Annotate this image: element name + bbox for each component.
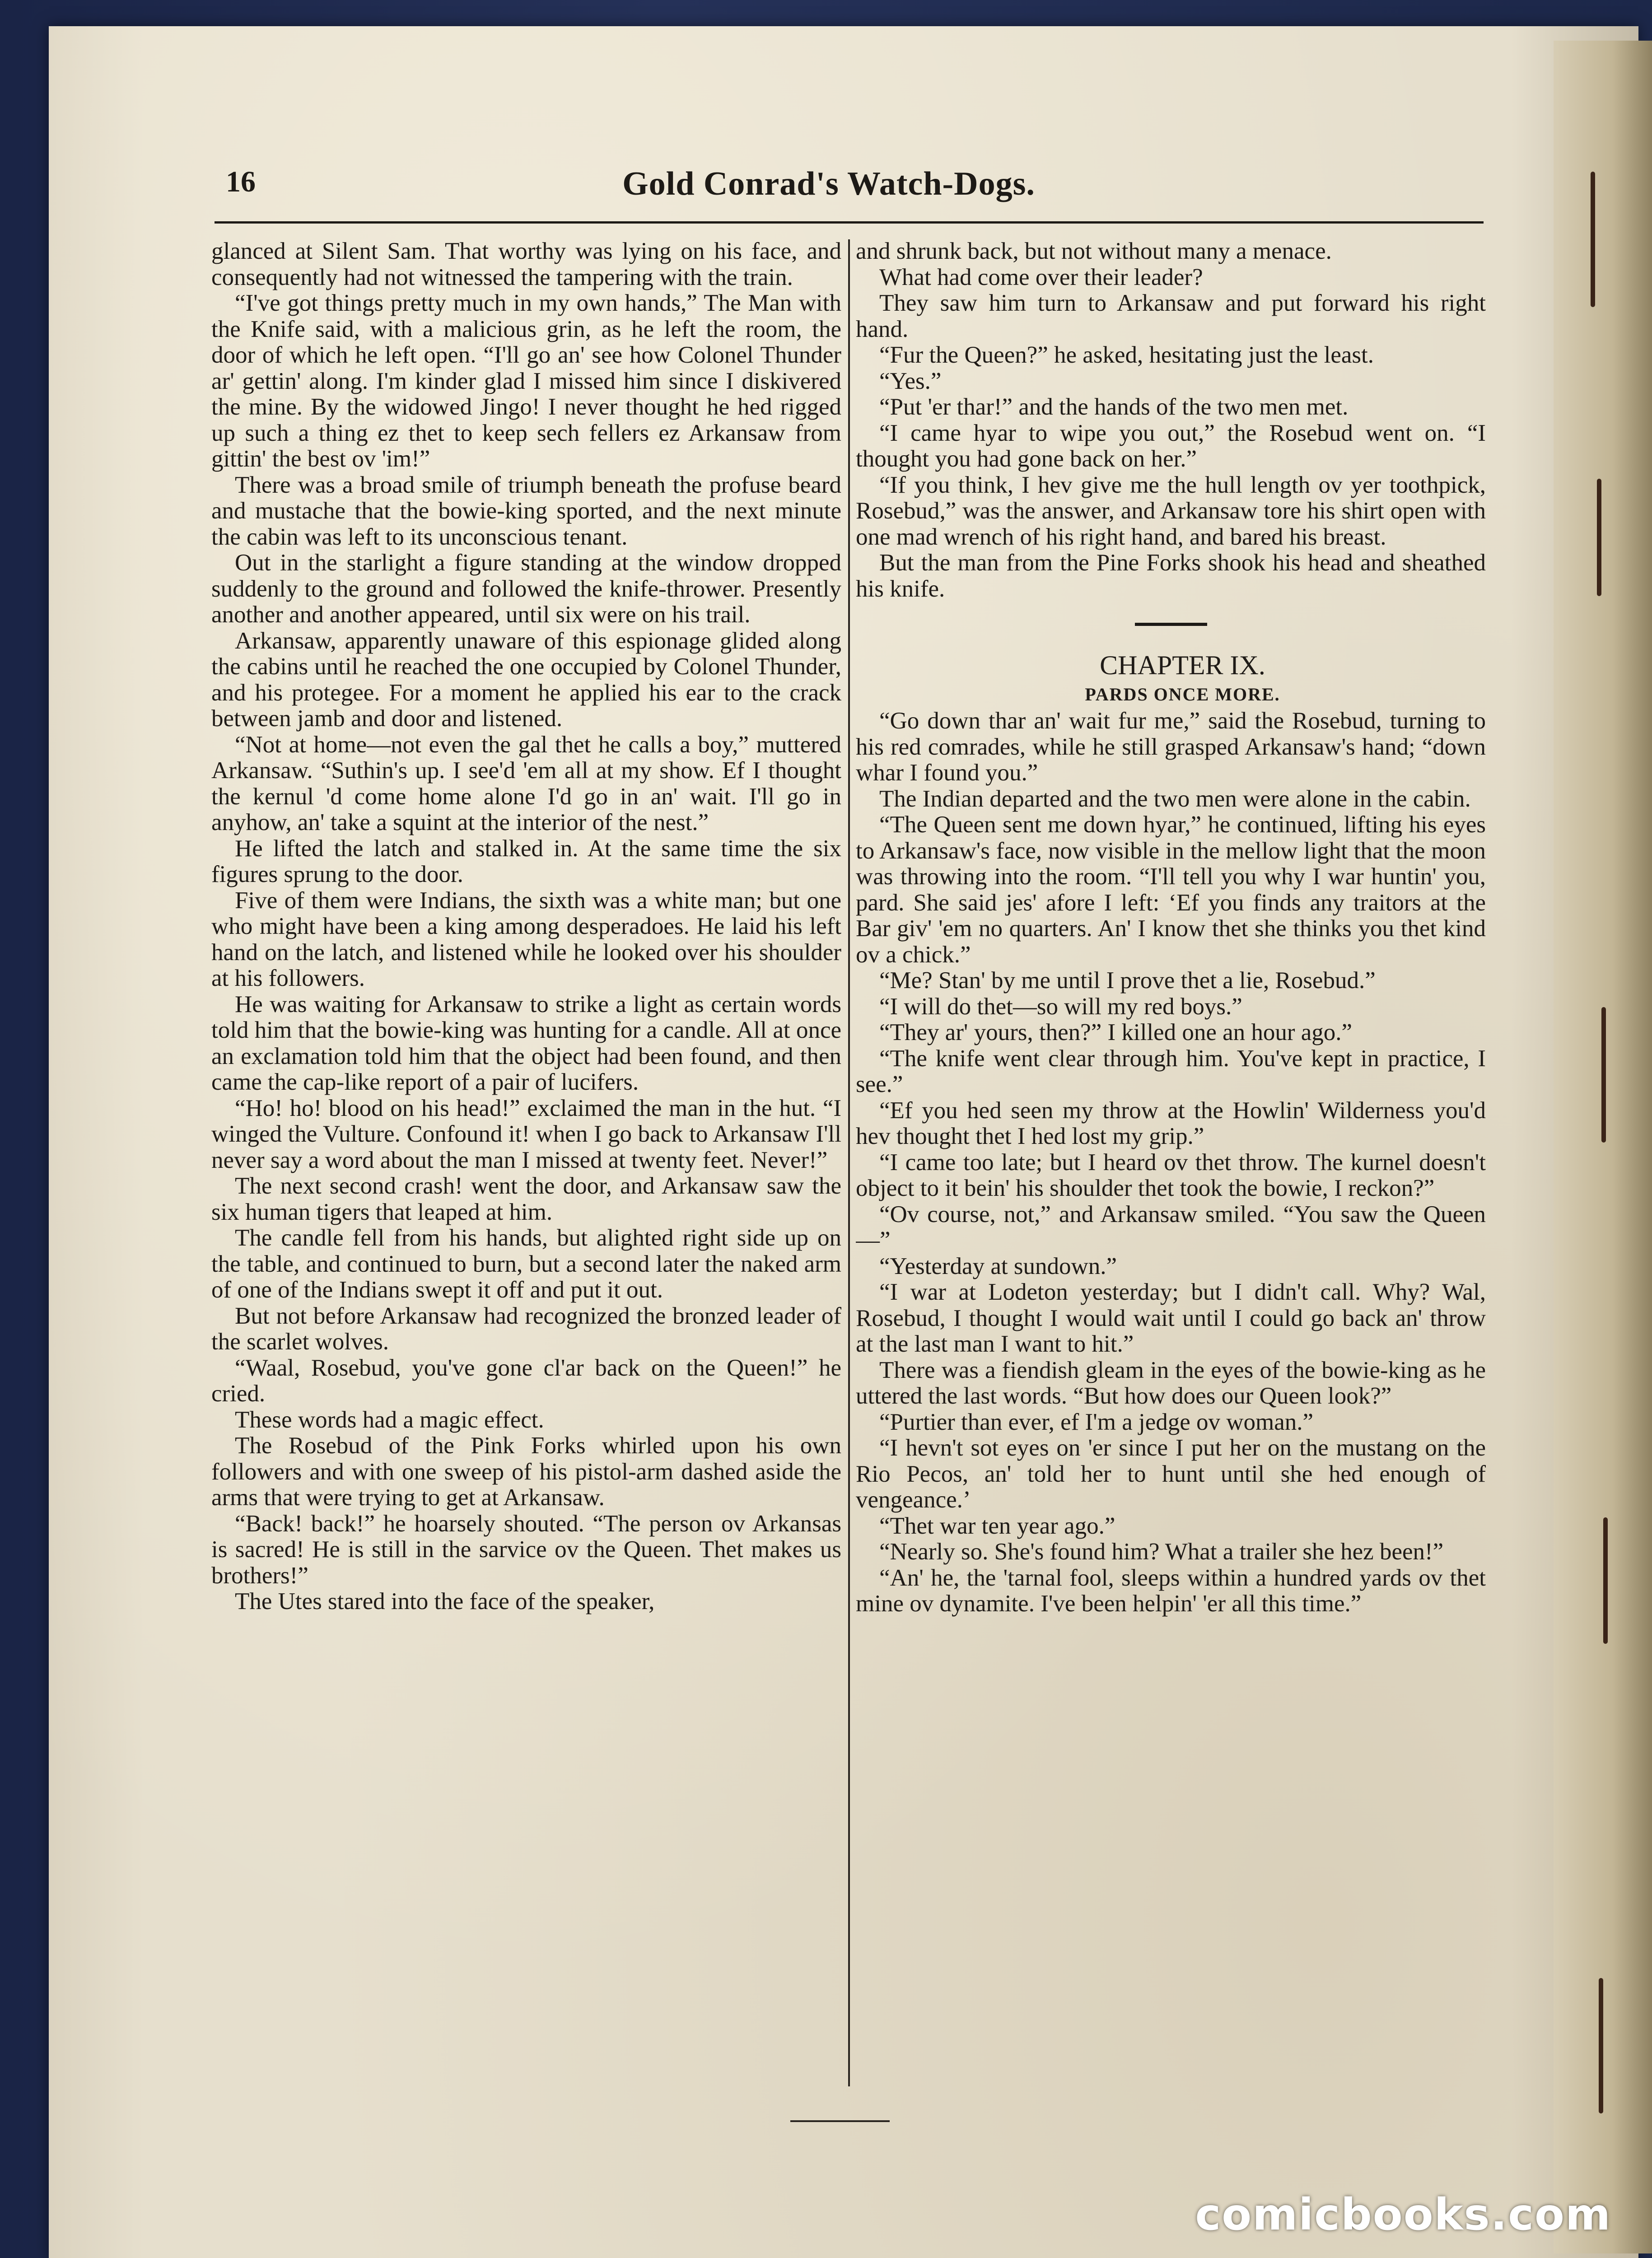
chapter-title: CHAPTER IX. — [1100, 650, 1265, 680]
paragraph: “The knife went clear through him. You've kept in practice, I see.” — [856, 1045, 1486, 1097]
paragraph: “Thet war ten year ago.” — [879, 1512, 1115, 1539]
paragraph: “I've got things pretty much in my own hands,” The Man with the Knife said, with a malicious grin, as he left the room, the door of which he left open. “I'll go an' see how Colonel Thunder ar' gettin' along. I'm kinder glad I missed him since I diskivered the mine. By the widowed Jingo! I never thought he hed rigged up such a thing ez thet to keep sech fellers ez Arkansaw from gittin' the best ov 'im!” — [211, 290, 841, 472]
paragraph: The next second crash! went the door, and Arkansaw saw the six human tigers that leaped at him. — [211, 1173, 841, 1225]
paragraph: “Fur the Queen?” he asked, hesitating just the least. — [879, 342, 1374, 368]
paragraph: “The Queen sent me down hyar,” he continued, lifting his eyes to Arkansaw's face, now visible in the mellow light that the moon was throwing into the room. “I'll tell you why I war huntin' you, pard. She said jes' afore I left: ‘Ef you finds any traitors at the Bar giv' 'em no quarters. An' I know thet she thinks you thet kind ov a chick.” — [856, 812, 1486, 968]
paragraph: glanced at Silent Sam. That worthy was lying on his face, and consequently had not witnessed the tampering with the train. — [211, 238, 841, 290]
paragraph: “Nearly so. She's found him? What a trailer she hez been!” — [879, 1539, 1444, 1565]
paragraph: The candle fell from his hands, but alighted right side up on the table, and continued to burn, but a second later the naked arm of one of the Indians swept it off and put it out. — [211, 1225, 841, 1303]
binding-stitch — [1603, 1517, 1608, 1644]
paragraph: “Me? Stan' by me until I prove thet a lie, Rosebud.” — [879, 967, 1376, 994]
paragraph: Out in the starlight a figure standing at the window dropped suddenly to the ground and followed the knife-thrower. Presently another and another appeared, until six were on his trail. — [211, 550, 841, 628]
paragraph: They saw him turn to Arkansaw and put forward his right hand. — [856, 290, 1486, 342]
page-spine-edge — [1554, 41, 1652, 2253]
column-divider — [848, 239, 850, 2086]
paragraph: There was a fiendish gleam in the eyes of the bowie-king as he uttered the last words. “But how does our Queen look?” — [856, 1357, 1486, 1409]
chapter-subtitle: PARDS ONCE MORE. — [1085, 684, 1280, 704]
paragraph: Five of them were Indians, the sixth was a white man; but one who might have been a king among desperadoes. He laid his left hand on the latch, and listened while he looked over his shoulder at his followers. — [211, 887, 841, 991]
paragraph: “Not at home—not even the gal thet he calls a boy,” muttered Arkansaw. “Suthin's up. I see'd 'em all at my show. Ef I thought the kernul 'd come home alone I'd go in an' wait. I'll go in anyhow, an' take a squint at the interior of the nest.” — [211, 731, 841, 835]
paragraph: “Yesterday at sundown.” — [879, 1253, 1117, 1279]
paragraph: “Purtier than ever, ef I'm a jedge ov woman.” — [879, 1409, 1314, 1435]
paragraph: “Ho! ho! blood on his head!” exclaimed the man in the hut. “I winged the Vulture. Confound it! when I go back to Arkansaw I'll never say a word about the man I missed at twenty feet. Never!” — [211, 1095, 841, 1173]
paragraph: “Go down thar an' wait fur me,” said the Rosebud, turning to his red comrades, while he still grasped Arkansaw's hand; “down whar I found you.” — [856, 708, 1486, 786]
binding-stitch — [1599, 1978, 1603, 2113]
left-column — [211, 238, 841, 2099]
paragraph: “I hevn't sot eyes on 'er since I put her on the mustang on the Rio Pecos, an' told her to hunt until she hed enough of vengeance.’ — [856, 1435, 1486, 1513]
paragraph: There was a broad smile of triumph beneath the profuse beard and mustache that the bowie-king sported, and the next minute the cabin was left to its unconscious tenant. — [211, 471, 841, 550]
binding-stitch — [1597, 479, 1601, 596]
paragraph: “An' he, the 'tarnal fool, sleeps within a hundred yards ov thet mine ov dynamite. I've been helpin' 'er all this time.” — [856, 1564, 1486, 1617]
binding-stitch — [1601, 1007, 1606, 1143]
paragraph: “Back! back!” he hoarsely shouted. “The person ov Arkansas is sacred! He is still in the sarvice ov the Queen. Thet makes us brothers!” — [211, 1510, 841, 1589]
site-watermark: comicbooks.com — [1195, 2189, 1611, 2240]
paragraph: These words had a magic effect. — [235, 1406, 544, 1433]
paragraph: “They ar' yours, then?” I killed one an hour ago.” — [879, 1019, 1353, 1045]
binding-stitch — [1591, 172, 1595, 307]
paragraph: “I came hyar to wipe you out,” the Rosebud went on. “I thought you had gone back on her.” — [856, 420, 1486, 472]
paragraph: He lifted the latch and stalked in. At the same time the six figures sprung to the door. — [211, 835, 841, 887]
paragraph: The Utes stared into the face of the speaker, — [235, 1588, 655, 1614]
paragraph: “If you think, I hev give me the hull length ov yer toothpick, Rosebud,” was the answer, and Arkansaw tore his shirt open with one mad wrench of his right hand, and bared his breast. — [856, 471, 1486, 550]
paragraph: “Ov course, not,” and Arkansaw smiled. “You saw the Queen—” — [856, 1201, 1486, 1253]
paragraph: Arkansaw, apparently unaware of this espionage glided along the cabins until he reached the one occupied by Colonel Thunder, and his protegee. For a moment he applied his ear to the crack between jamb and door and listened. — [211, 627, 841, 732]
paragraph: What had come over their leader? — [879, 264, 1203, 290]
paragraph: “I will do thet—so will my red boys.” — [879, 993, 1242, 1020]
paragraph: The Indian departed and the two men were alone in the cabin. — [879, 785, 1471, 812]
paragraph: But the man from the Pine Forks shook his head and sheathed his knife. — [856, 550, 1486, 602]
right-column — [856, 238, 1486, 2099]
running-title: Gold Conrad's Watch-Dogs. — [622, 165, 1035, 202]
paragraph: “Ef you hed seen my throw at the Howlin' Wilderness you'd hev thought thet I hed lost my grip.” — [856, 1097, 1486, 1149]
chapter-rule — [1135, 623, 1207, 626]
paragraph: The Rosebud of the Pink Forks whirled upon his own followers and with one sweep of his pistol-arm dashed aside the arms that were trying to get at Arkansaw. — [211, 1432, 841, 1511]
paragraph: He was waiting for Arkansaw to strike a light as certain words told him that the bowie-king was hunting for a candle. All at once an exclamation told him that the object had been found, and then came the cap-like report of a pair of lucifers. — [211, 991, 841, 1095]
page-tail-mark — [790, 2120, 890, 2122]
header-rule — [215, 221, 1484, 224]
paragraph: “I war at Lodeton yesterday; but I didn't call. Why? Wal, Rosebud, I thought I would wait until I could go back an' throw at the last man I want to hit.” — [856, 1279, 1486, 1357]
page-number: 16 — [226, 165, 256, 198]
paragraph: “I came too late; but I heard ov thet throw. The kurnel doesn't object to it bein' his shoulder thet took the bowie, I reckon?” — [856, 1149, 1486, 1201]
paragraph: “Waal, Rosebud, you've gone cl'ar back on the Queen!” he cried. — [211, 1354, 841, 1407]
paragraph: and shrunk back, but not without many a menace. — [856, 238, 1332, 264]
page-header — [176, 156, 1481, 215]
paragraph: But not before Arkansaw had recognized the bronzed leader of the scarlet wolves. — [211, 1302, 841, 1355]
paragraph: “Put 'er thar!” and the hands of the two men met. — [879, 394, 1349, 420]
paragraph: “Yes.” — [879, 368, 942, 394]
